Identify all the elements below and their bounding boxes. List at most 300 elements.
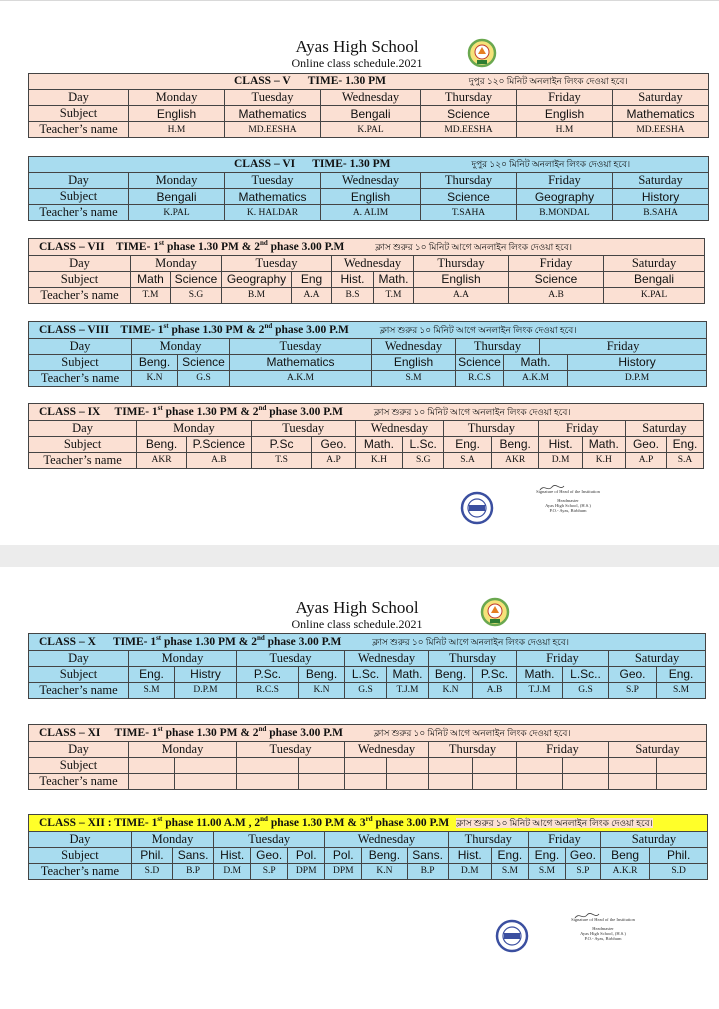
subject-cell: Eng. [444,436,492,452]
subject-cell: English [414,271,509,287]
day-cell: Friday [540,338,707,354]
class-time: TIME- 1 [112,635,157,648]
subject-cell: Geography [517,189,613,205]
subject-cell: English [321,189,421,205]
ordinal-sup: st [163,322,169,330]
subject-cell: Science [178,354,230,370]
class-time: phase 3.00 P.M [372,816,450,829]
subject-cell: Eng [292,271,332,287]
subject-cell: Science [171,271,222,287]
day-cell: Saturday [625,420,703,436]
teacher-cell: S.G [403,452,444,468]
day-label: Day [29,741,129,757]
teacher-cell: G.S [563,682,609,698]
day-cell: Friday [539,420,626,436]
ordinal-sup: nd [256,634,265,642]
class-5-header [29,74,709,90]
school-name: Ayas High School [295,37,419,56]
teacher-cell: T.M [374,287,414,303]
school-name: Ayas High School [295,598,419,617]
ordinal-sup: nd [260,815,268,823]
subject-cell: Bengali [321,106,421,122]
day-cell: Wednesday [345,650,429,666]
day-cell: Tuesday [225,90,321,106]
subject-cell: Eng. [528,847,565,863]
day-cell: Monday [131,255,222,271]
day-cell: Tuesday [237,650,345,666]
teacher-cell: A.P [312,452,355,468]
subject-cell: Geo. [312,436,355,452]
teacher-cell: MD.EESHA [421,122,517,138]
day-cell: Wednesday [355,420,444,436]
teacher-cell: T.J.M [517,682,563,698]
subject-label: Subject [29,847,132,863]
subject-cell: Math. [582,436,625,452]
class-time: phase 11.00 A.M , 2 [162,816,261,829]
teacher-cell: K.N [132,370,178,386]
day-cell: Saturday [613,90,709,106]
day-cell: Friday [517,90,613,106]
day-cell: Wednesday [325,831,448,847]
day-cell: Monday [129,90,225,106]
teacher-cell: K.PAL [321,122,421,138]
day-cell: Thursday [448,831,528,847]
teacher-label: Teacher’s name [29,863,132,879]
class-time: TIME- 1 [120,323,164,336]
teacher-cell [657,773,707,789]
teacher-cell: S.A [667,452,704,468]
day-cell: Friday [517,650,609,666]
day-cell: Friday [528,831,600,847]
teacher-cell: G.S [345,682,387,698]
subject-cell [563,757,609,773]
subject-cell: Eng. [667,436,704,452]
head-signature-block [460,489,620,529]
subject-cell: Pol. [288,847,325,863]
ordinal-sup: st [159,239,165,247]
class-12-header [29,815,708,832]
head-signature-block [495,917,655,957]
subject-cell: History [568,354,707,370]
class-title: CLASS – X [39,635,96,648]
teacher-cell: B.SAHA [613,205,709,221]
subject-label: Subject [29,271,131,287]
teacher-cell [429,773,473,789]
class-time: TIME- 1 [114,405,158,418]
class-time: phase 1.30 PM & 2 [161,635,257,648]
day-cell: Monday [129,173,225,189]
subject-cell: L.Sc. [403,436,444,452]
subject-label: Subject [29,189,129,205]
day-label: Day [29,173,129,189]
subject-cell [299,757,345,773]
teacher-cell: B.S [332,287,374,303]
teacher-cell [129,773,175,789]
class-10-table [28,633,706,699]
class-time: : TIME- 1 [104,816,158,829]
class-title: CLASS – XI [39,726,101,739]
teacher-cell [387,773,429,789]
subject-cell [517,757,563,773]
class-10-header [29,634,706,651]
subject-cell [237,757,299,773]
subject-cell: Hist. [214,847,251,863]
teacher-cell: A.K.R [600,863,649,879]
subject-cell: Bengali [129,189,225,205]
day-cell: Wednesday [372,338,456,354]
subject-cell: Beng. [362,847,407,863]
class-time: TIME- 1.30 PM [312,158,391,170]
class-title: CLASS – V [234,75,291,87]
subject-cell: Sans. [173,847,214,863]
teacher-cell: T.J.M [387,682,429,698]
subject-cell: P.Science [186,436,251,452]
subject-cell: Phil. [131,847,172,863]
teacher-cell [345,773,387,789]
teacher-cell: D.M [448,863,491,879]
teacher-cell: B.P [407,863,448,879]
teacher-cell [609,773,657,789]
subject-label: Subject [29,354,132,370]
subject-cell: English [372,354,456,370]
teacher-cell: S.M [129,682,175,698]
class-9-header [29,404,704,421]
subject-cell: Eng. [657,666,706,682]
teacher-cell: D.P.M [175,682,237,698]
subject-label: Subject [29,666,129,682]
ordinal-sup: nd [258,404,267,412]
subject-cell: Math. [504,354,568,370]
subject-cell: Beng [600,847,649,863]
subject-cell: Hist. [332,271,374,287]
class-6-table [28,156,709,221]
day-cell: Monday [131,831,213,847]
teacher-cell: MD.EESHA [613,122,709,138]
day-cell: Tuesday [214,831,325,847]
teacher-label: Teacher’s name [29,205,129,221]
teacher-cell: A.K.M [230,370,372,386]
teacher-cell: S.D [650,863,708,879]
subject-cell: Eng. [129,666,175,682]
teacher-cell: S.G [171,287,222,303]
teacher-cell: A.A [292,287,332,303]
teacher-cell [299,773,345,789]
teacher-cell: A.B [473,682,517,698]
subject-cell: P.Sc. [473,666,517,682]
subject-cell [609,757,657,773]
day-label: Day [29,255,131,271]
day-cell: Monday [129,741,237,757]
teacher-label: Teacher’s name [29,122,129,138]
teacher-cell: T.M [131,287,171,303]
teacher-cell: H.M [517,122,613,138]
teacher-cell: K.N [429,682,473,698]
subject-cell: Beng. [299,666,345,682]
subject-label: Subject [29,106,129,122]
subject-cell: Mathematics [230,354,372,370]
teacher-cell: A.K.M [504,370,568,386]
ordinal-sup: st [156,634,162,642]
signature-line: Ayas High School, (H.S.) [580,931,626,936]
teacher-cell [175,773,237,789]
subject-cell: Pol. [325,847,362,863]
teacher-cell: R.C.S [237,682,299,698]
school-stamp-icon [460,491,494,525]
class-time: phase 1.30 PM & 2 [164,240,260,253]
subject-cell: Geography [222,271,292,287]
teacher-cell: S.M [491,863,528,879]
schedule-title: Online class schedule.2021 [291,617,423,631]
subject-cell: Geo. [565,847,600,863]
subject-cell: History [613,189,709,205]
subject-cell: Geo. [609,666,657,682]
day-cell: Thursday [414,255,509,271]
day-cell: Saturday [600,831,707,847]
class-time: TIME- 1 [114,726,158,739]
class-title: CLASS – VII [39,240,105,253]
ordinal-sup: nd [259,239,268,247]
class-note: ক্লাস শুরুর ১০ মিনিট আগে অনলাইন লিংক দেওয়া হবে। [372,636,570,647]
class-title: CLASS – IX [39,405,101,418]
page-separator [0,545,719,567]
signature-line: Signature of Head of the Institution [536,489,600,494]
school-logo-icon [480,597,510,627]
ordinal-sup: nd [264,322,273,330]
signature-text [516,489,620,513]
class-time: phase 3.00 P.M [272,323,349,336]
subject-cell [429,757,473,773]
day-cell: Saturday [613,173,709,189]
subject-cell: Mathematics [613,106,709,122]
teacher-cell: K.H [355,452,403,468]
subject-cell: Math. [355,436,403,452]
class-7-table [28,238,705,304]
day-cell: Wednesday [321,173,421,189]
class-title: CLASS – VI [234,158,296,170]
class-note: দুপুর ১২০ মিনিট অনলাইন লিংক দেওয়া হবে। [468,76,628,86]
day-cell: Thursday [421,90,517,106]
signature-line: Ayas High School, (H.S.) [545,503,591,508]
subject-cell: English [129,106,225,122]
class-time: phase 3.00 P.M [267,240,345,253]
ordinal-sup: rd [365,815,373,823]
teacher-cell: S.P [251,863,288,879]
teacher-cell: S.M [528,863,565,879]
class-note: ক্লাস শুরুর ১০ মিনিট আগে অনলাইন লিংক দেওয়া হবে। [373,406,571,417]
class-12-table [28,814,708,880]
day-cell: Thursday [421,173,517,189]
teacher-cell: S.D [131,863,172,879]
day-cell: Saturday [609,650,706,666]
teacher-cell: K.N [362,863,407,879]
teacher-cell: AKR [137,452,187,468]
subject-cell: P.Sc [251,436,312,452]
subject-cell: Histry [175,666,237,682]
subject-cell: Beng. [132,354,178,370]
subject-cell: L.Sc. [345,666,387,682]
class-time: phase 3.00 P.M [266,726,343,739]
teacher-cell: H.M [129,122,225,138]
ordinal-sup: st [157,725,163,733]
subject-cell [345,757,387,773]
teacher-cell: A.P [625,452,666,468]
subject-cell [175,757,237,773]
teacher-cell: T.S [251,452,312,468]
subject-cell: P.Sc. [237,666,299,682]
subject-cell: Bengali [604,271,705,287]
signature-line: P.O.- Ayas, Birbhum [549,508,587,513]
day-cell: Thursday [444,420,539,436]
subject-cell: Mathematics [225,106,321,122]
school-logo-icon [467,38,497,68]
subject-cell: Mathematics [225,189,321,205]
teacher-cell: A.A [414,287,509,303]
class-note: ক্লাস শুরুর ১০ মিনিট আগে অনলাইন লিংক দেওয়া হবে। [375,241,573,252]
class-time: phase 1.30 PM & 2 [168,323,265,336]
teacher-cell: G.S [178,370,230,386]
teacher-cell: D.M [214,863,251,879]
subject-cell [473,757,517,773]
subject-cell: Hist. [448,847,491,863]
class-time: phase 3.00 P.M [266,405,343,418]
class-6-header [29,157,709,173]
day-cell: Tuesday [230,338,372,354]
ordinal-sup: st [157,404,163,412]
teacher-cell [517,773,563,789]
class-time: phase 1.30 PM & 2 [162,405,259,418]
subject-cell: Math [131,271,171,287]
day-cell: Tuesday [225,173,321,189]
day-cell: Monday [132,338,230,354]
subject-label: Subject [29,757,129,773]
teacher-cell: S.M [657,682,706,698]
class-note: দুপুর ১২০ মিনিট অনলাইন লিংক দেওয়া হবে। [471,159,631,169]
teacher-label: Teacher’s name [29,452,137,468]
class-time: phase 1.30 P.M & 3 [267,816,366,829]
teacher-cell: D.P.M [568,370,707,386]
day-cell: Thursday [429,741,517,757]
class-time: phase 3.00 P.M [264,635,342,648]
signature-line: Headmaster [592,926,614,931]
class-time: TIME- 1.30 PM [307,75,386,87]
subject-cell: Geo. [625,436,666,452]
signature-text [551,917,655,941]
subject-cell: Math. [387,666,429,682]
subject-label: Subject [29,436,137,452]
teacher-cell [563,773,609,789]
teacher-cell: K.PAL [604,287,705,303]
class-5-table [28,73,709,138]
teacher-label: Teacher’s name [29,287,131,303]
class-8-header [29,322,707,339]
subject-cell: English [517,106,613,122]
teacher-cell: D.M [539,452,582,468]
teacher-cell: R.C.S [456,370,504,386]
subject-cell: Math. [374,271,414,287]
class-7-header [29,239,705,256]
class-time: TIME- 1 [115,240,160,253]
class-8-table [28,321,707,387]
day-label: Day [29,831,132,847]
class-note: ক্লাস শুরুর ১০ মিনিট আগে অনলাইন লিংক দেওয়া হবে। [373,727,571,738]
teacher-cell: K. HALDAR [225,205,321,221]
teacher-cell: A. ALIM [321,205,421,221]
teacher-cell [237,773,299,789]
subject-cell: Phil. [650,847,708,863]
subject-cell: Science [421,189,517,205]
teacher-cell: B.MONDAL [517,205,613,221]
subject-cell: Sans. [407,847,448,863]
day-cell: Tuesday [251,420,355,436]
day-cell: Friday [509,255,604,271]
teacher-label: Teacher’s name [29,370,132,386]
class-title: CLASS – XII [39,816,105,829]
teacher-label: Teacher’s name [29,773,129,789]
teacher-cell: S.P [565,863,600,879]
class-note: ক্লাস শুরুর ১০ মিনিট আগে অনলাইন লিংক দেওয়া হবে। [379,324,577,335]
teacher-cell [473,773,517,789]
class-title: CLASS – VIII [39,323,110,336]
teacher-cell: MD.EESHA [225,122,321,138]
day-label: Day [29,90,129,106]
subject-cell [657,757,707,773]
subject-cell: Science [509,271,604,287]
day-cell: Monday [129,650,237,666]
signature-line: Headmaster [557,498,579,503]
signature-line: Signature of Head of the Institution [571,917,635,922]
day-label: Day [29,338,132,354]
subject-cell: Beng. [429,666,473,682]
subject-cell: Geo. [251,847,288,863]
teacher-cell: S.P [609,682,657,698]
subject-cell: Beng. [137,436,187,452]
day-cell: Saturday [609,741,707,757]
day-cell: Wednesday [321,90,421,106]
day-cell: Thursday [456,338,540,354]
teacher-cell: DPM [325,863,362,879]
class-time: phase 1.30 PM & 2 [162,726,259,739]
teacher-cell: T.SAHA [421,205,517,221]
ordinal-sup: nd [258,725,267,733]
class-9-table [28,403,704,469]
day-cell: Monday [137,420,252,436]
day-cell: Wednesday [332,255,414,271]
day-cell: Tuesday [222,255,332,271]
teacher-cell: DPM [288,863,325,879]
day-cell: Friday [517,741,609,757]
teacher-cell: A.B [509,287,604,303]
teacher-cell: B.M [222,287,292,303]
day-cell: Thursday [429,650,517,666]
class-11-table [28,724,707,790]
subject-cell: Eng. [491,847,528,863]
subject-cell: Science [421,106,517,122]
subject-cell: Math. [517,666,563,682]
day-cell: Friday [517,173,613,189]
teacher-cell: A.B [186,452,251,468]
teacher-cell: B.P [173,863,214,879]
subject-cell [387,757,429,773]
class-note: ক্লাস শুরুর ১০ মিনিট আগে অনলাইন লিংক দেওয়া হবে। [456,817,653,828]
subject-cell: Science [456,354,504,370]
schedule-page-2 [0,567,719,1009]
day-cell: Saturday [604,255,705,271]
day-cell: Wednesday [345,741,429,757]
school-stamp-icon [495,919,529,953]
teacher-cell: K.N [299,682,345,698]
day-cell: Tuesday [237,741,345,757]
subject-cell: L.Sc.. [563,666,609,682]
